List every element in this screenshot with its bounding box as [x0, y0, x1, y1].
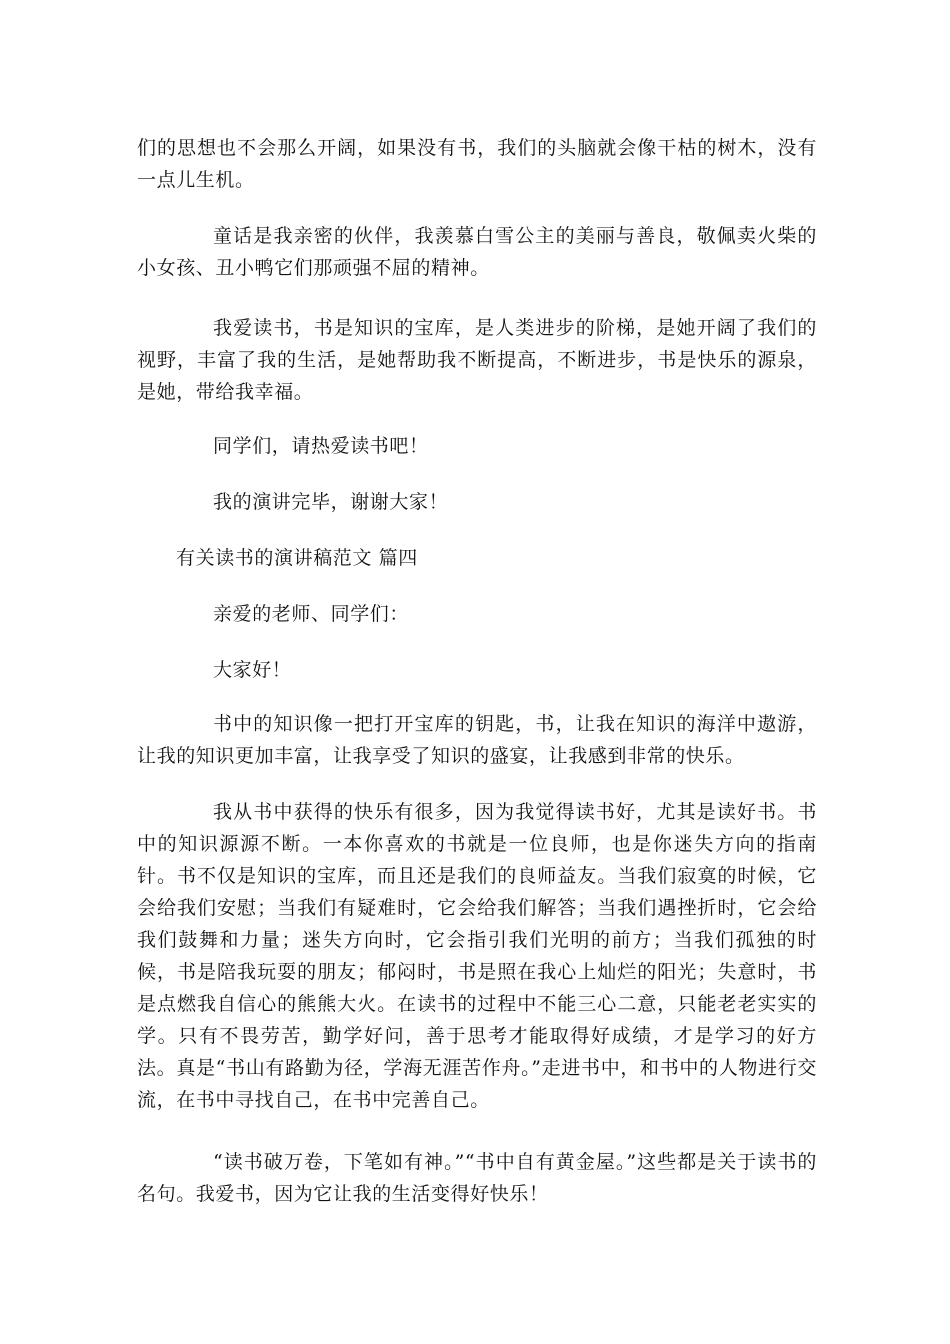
speech-paragraph-key: 书中的知识像一把打开宝库的钥匙，书，让我在知识的海洋中遨游，让我的知识更加丰富，让我享受了知识的盛宴，让我感到非常的快乐。 [137, 713, 817, 767]
speech-paragraph-quotes: “读书破万卷，下笔如有神。”“书中自有黄金屋。”这些都是关于读书的名句。我爱书，因为它让我的生活变得好快乐！ [137, 1151, 817, 1205]
speech-paragraph-joy: 我从书中获得的快乐有很多，因为我觉得读书好，尤其是读好书。书中的知识源源不断。一本你喜欢的书就是一位良师，也是你迷失方向的指南针。书不仅是知识的宝库，而且还是我们的良师益友。当我们寂寞的时候，它会给我们安慰；当我们有疑难时，它会给我们解答；当我们遇挫折时，它会给我们鼓舞和力量；迷失方向时，它会指引我们光明的前方；当我们孤独的时候，书是陪我玩耍的朋友；郁闷时，书是照在我心上灿烂的阳光；失意时，书是点燃我自信心的熊熊大火。在读书的过程中不能三心二意，只能老老实实的学。只有不畏劳苦，勤学好问，善于思考才能取得好成绩，才是学习的好方法。真是“书山有路勤为径，学海无涯苦作舟。”走进书中，和书中的人物进行交流，在书中寻找自己，在书中完善自己。 [137, 801, 817, 1111]
paragraph-fairy-tales: 童话是我亲密的伙伴，我羡慕白雪公主的美丽与善良，敬佩卖火柴的小女孩、丑小鸭它们那顽强不屈的精神。 [137, 225, 817, 279]
paragraph-continuation: 们的思想也不会那么开阔，如果没有书，我们的头脑就会像干枯的树木，没有一点儿生机。 [137, 137, 817, 191]
speech-salutation: 亲爱的老师、同学们： [213, 603, 410, 625]
speech-greeting: 大家好！ [213, 659, 292, 681]
section-heading: 有关读书的演讲稿范文 篇四 [176, 547, 418, 569]
paragraph-call-to-action: 同学们，请热爱读书吧！ [213, 435, 429, 457]
paragraph-love-reading: 我爱读书，书是知识的宝库，是人类进步的阶梯，是她开阔了我们的视野，丰富了我的生活，是她帮助我不断提高，不断进步，书是快乐的源泉，是她，带给我幸福。 [137, 317, 817, 403]
paragraph-closing: 我的演讲完毕，谢谢大家！ [213, 491, 449, 513]
